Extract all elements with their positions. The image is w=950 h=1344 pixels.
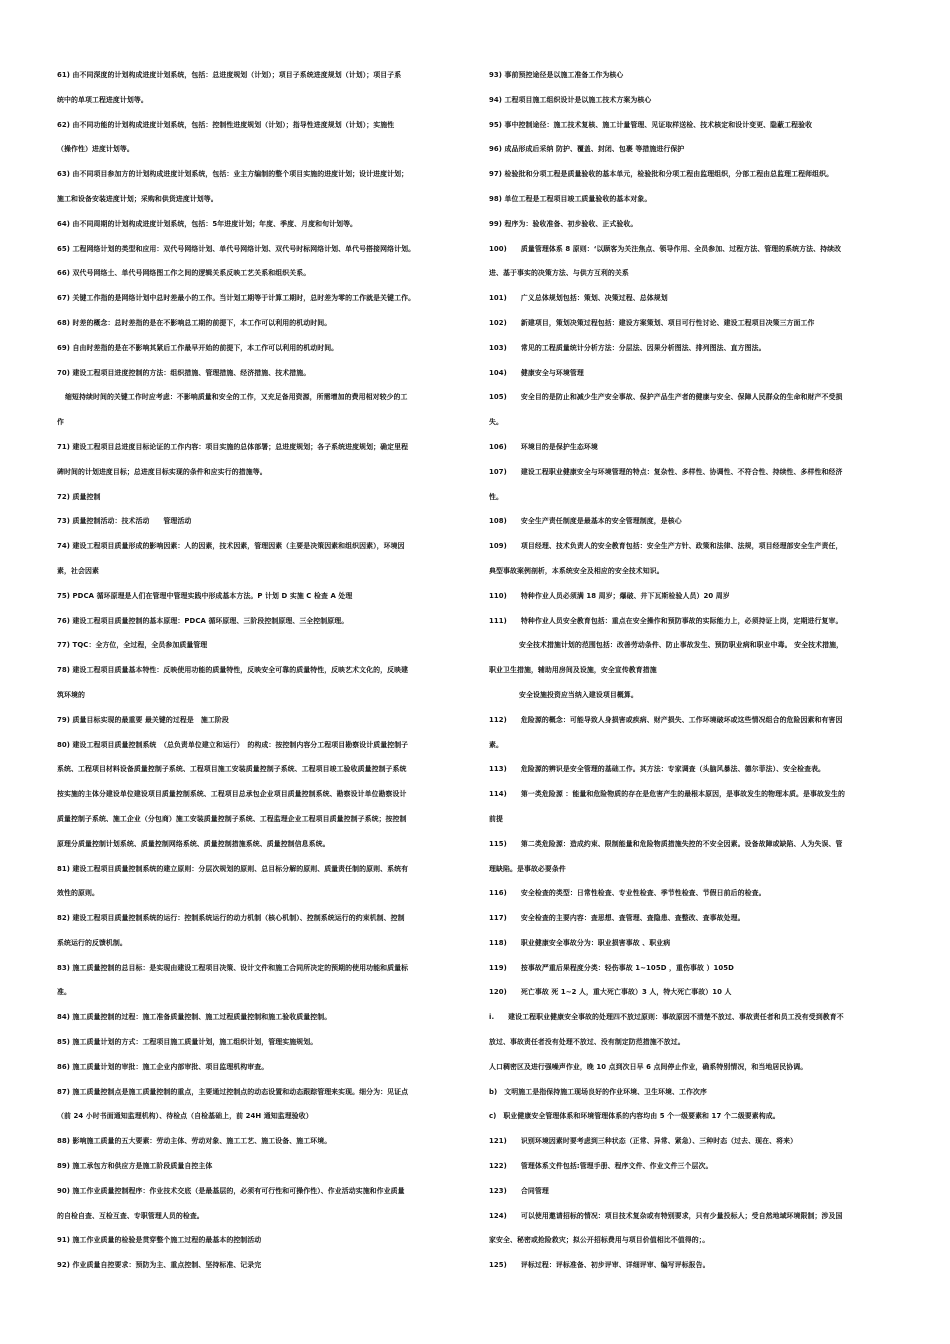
text-line: 113) 危险源的辨识是安全管理的基础工作。其方法：专家调查（头脑风暴法、德尔菲法）、安全检查表。 [489, 765, 826, 774]
text-line: 122) 管理体系文件包括:管理手册、程序文件、作业文件三个层次。 [489, 1162, 713, 1171]
text-line: 107) 建设工程职业健康安全与环境管理的特点：复杂性、多样性、协调性、不符合性、持续性、多样性和经济 [489, 467, 843, 476]
left-column [57, 63, 461, 1278]
text-line: 67) 关键工作指的是网络计划中总时差最小的工作。当计划工期等于计算工期时，总时差为零的工作就是关键工作。 [57, 294, 416, 303]
text-line: 安全设施投资应当纳入建设项目概算。 [519, 690, 638, 699]
text-line: 准。 [57, 988, 71, 997]
text-line: 124) 可以使用邀请招标的情况：项目技术复杂或有特别要求，只有少量投标人；受自然地域环境限制；涉及国 [489, 1211, 843, 1220]
text-line: 进、基于事实的决策方法、与供方互利的关系 [489, 269, 629, 278]
text-line: i. 建设工程职业健康安全事故的处理四不放过原则：事故原因不清楚不放过、事故责任者和员工没有受到教育不 [489, 1013, 844, 1022]
text-line: 92) 作业质量自控要求：预防为主、重点控制、坚持标准、记录完 [57, 1261, 262, 1270]
text-line: 103) 常见的工程质量统计分析方法：分层法、因果分析图法、排列图法、直方图法。 [489, 343, 766, 352]
text-line: 73) 质量控制活动：技术活动 管理活动 [57, 517, 192, 526]
text-line: 72) 质量控制 [57, 492, 101, 501]
text-line: b) 文明施工是指保持施工现场良好的作业环境、卫生环境、工作次序 [489, 1087, 707, 1096]
text-line: 75) PDCA 循环原理是人们在管理中管理实践中形成基本方法。P 计划 D 实施 C 检查 A 处理 [57, 591, 353, 600]
text-line: 64) 由不同周期的计划构成进度计划系统，包括：5年进度计划；年度、季度、月度和旬计划等。 [57, 219, 358, 228]
text-line: 86) 施工质量计划的审批：施工企业内部审批、项目监理机构审查。 [57, 1062, 269, 1071]
text-line: 理缺陷。是事故必要条件 [489, 864, 566, 873]
text-line: 93) 事前预控途径是以施工准备工作为核心 [489, 71, 624, 79]
text-line: 65) 工程网络计划的类型和应用：双代号网络计划、单代号网络计划、双代号时标网络计划、单代号搭接网络计划。 [57, 244, 416, 253]
text-line: 施工和设备安装进度计划；采购和供货进度计划等。 [57, 194, 218, 203]
text-line: 质量控制子系统、施工企业（分包商）施工安装质量控制子系统、工程监理企业工程项目质量控制子系统；按控制 [57, 814, 407, 823]
text-line: 83) 施工质量控制的总目标：是实现由建设工程项目决策、设计文件和施工合同所决定的预期的使用功能和质量标 [57, 963, 409, 972]
text-line: 115) 第二类危险源：造成约束、限制能量和危险物质措施失控的不安全因素。设备故障或缺陷、人为失误、管 [489, 839, 843, 848]
text-line: 素。 [489, 740, 503, 749]
text-line: 100) 质量管理体系 8 原则：‘以顾客为关注焦点、领导作用、全员参加、过程方法、管理的系统方法、持续改 [489, 244, 842, 253]
text-line: 120) 死亡事故 死 1~2 人，重大死亡事故）3 人，特大死亡事故）10 人 [489, 988, 732, 997]
text-line: 84) 施工质量控制的过程：施工准备质量控制、施工过程质量控制和施工验收质量控制。 [57, 1013, 332, 1022]
text-line: 79) 质量目标实现的最重要 最关键的过程是 施工阶段 [57, 715, 229, 724]
text-line: 88) 影响施工质量的五大要素：劳动主体、劳动对象、施工工艺、施工设备、施工环境。 [57, 1137, 332, 1146]
text-line: 90) 施工作业质量控制程序：作业技术交底（是最基层的，必须有可行性和可操作性）、作业活动实施和作业质量 [57, 1186, 405, 1195]
text-line: 76) 建设工程项目质量控制的基本原理：PDCA 循环原理、三阶段控制原理、三全控制原理。 [57, 616, 349, 625]
text-line: 119) 按事故严重后果程度分类：轻伤事故 1~105D ，重伤事故 ）105D [489, 963, 734, 972]
text-line: 筑环境的 [57, 690, 85, 699]
text-line: 109) 项目经理、技术负责人的安全教育包括：安全生产方针、政策和法律、法规，项目经理部安全生产责任， [489, 542, 843, 551]
text-line: 87) 施工质量控制点是施工质量控制的重点，主要通过控制点的动态设置和动态跟踪管理来实现。细分为：见证点 [57, 1087, 409, 1096]
text-line: 95) 事中控制途径：施工技术复核、施工计量管理、见证取样送检、技术核定和设计变更、隐蔽工程验收 [489, 120, 813, 129]
text-line: 碑时间的计划进度目标；总进度目标实现的条件和应实行的措施等。 [57, 467, 267, 476]
text-line: 安全技术措施计划的范围包括：改善劳动条件、防止事故发生、预防职业病和职业中毒。 安全技术措施， [519, 641, 844, 650]
text-line: 117) 安全检查的主要内容：查思想、查管理、查隐患、查整改、查事故处理。 [489, 914, 745, 923]
text-line: （前 24 小时书面通知监理机构）、待检点（自检基础上，前 24H 通知监理验收） [57, 1112, 313, 1121]
text-line: 放过、事故责任者没有处理不放过、没有制定防范措施不放过。 [489, 1038, 685, 1047]
text-line: 职业卫生措施，辅助用房间及设施，安全宣传教育措施 [489, 666, 657, 675]
text-line: c) 职业健康安全管理体系和环境管理体系的内容均由 5 个一级要素和 17 个二级要素构成。 [489, 1112, 780, 1121]
text-line: 70) 建设工程项目进度控制的方法：组织措施、管理措施、经济措施、技术措施。 [57, 368, 311, 377]
text-line: 68) 时差的概念：总时差指的是在不影响总工期的前提下，本工作可以利用的机动时间。 [57, 318, 332, 327]
text-line: （操作性）进度计划等。 [57, 145, 134, 154]
text-line: 102) 新建项目，策划决策过程包括：建设方案策划、项目可行性讨论、建设工程项目决策三方面工作 [489, 318, 815, 327]
text-line: 123) 合同管理 [489, 1186, 549, 1195]
text-line: 112) 危险源的概念：可能导致人身损害或疾病、财产损失、工作环境破坏或这些情况组合的危险因素和有害因 [489, 715, 843, 724]
text-line: 71) 建设工程项目总进度目标论证的工作内容：项目实施的总体部署；总进度规划；各子系统进度规划；确定里程 [57, 442, 409, 451]
text-line: 101) 广义总体规划包括：策划、决策过程、总体规划 [489, 294, 668, 303]
text-line: 105) 安全目的是防止和减少生产安全事故、保护产品生产者的健康与安全、保障人民群众的生命和财产不受损 [489, 393, 843, 402]
text-line: 62) 由不同功能的计划构成进度计划系统，包括：控制性进度规划（计划）；指导性进度规划（计划）；实施性 [57, 120, 395, 129]
text-line: 114) 第一类危险源 ：能量和危险物质的存在是危害产生的最根本原因，是事故发生的物理本质。是事故发生的 [489, 790, 845, 799]
text-line: 61) 由不同深度的计划构成进度计划系统，包括：总进度规划（计划）；项目子系统进度规划（计划）；项目子系 [57, 71, 402, 79]
text-line: 98) 单位工程是工程项目竣工质量验收的基本对象。 [489, 194, 652, 203]
text-line: 110) 特种作业人员必须满 18 周岁；爆破、井下瓦斯检验人员）20 周岁 [489, 591, 730, 600]
text-line: 89) 施工承包方和供应方是施工阶段质量自控主体 [57, 1162, 213, 1171]
text-line: 82) 建设工程项目质量控制系统的运行：控制系统运行的动力机制（核心机制）、控制系统运行的约束机制、控制 [57, 914, 405, 923]
text-line: 94) 工程项目施工组织设计是以施工技术方案为核心 [489, 95, 652, 104]
text-line: 80) 建设工程项目质量控制系统 （总负责单位建立和运行） 的构成：按控制内容分工程项目勘察设计质量控制子 [57, 740, 409, 749]
right-column [489, 63, 892, 1278]
text-line: 108) 安全生产责任制度是最基本的安全管理制度，是核心 [489, 517, 682, 526]
text-line: 的自检自查、互检互查、专职管理人员的检查。 [57, 1211, 204, 1220]
text-line: 前提 [489, 814, 503, 823]
text-line: 家安全、秘密或抢险救灾；拟公开招标费用与项目价值相比不值得的；。 [489, 1236, 710, 1245]
text-line: 性。 [489, 492, 503, 501]
text-line: 失。 [489, 418, 503, 427]
text-line: 125) 评标过程：评标准备、初步评审、详细评审、编写评标报告。 [489, 1261, 710, 1270]
text-line: 85) 施工质量计划的方式：工程项目施工质量计划，施工组织计划，管理实施规划。 [57, 1038, 318, 1047]
text-line: 74) 建设工程项目质量形成的影响因素：人的因素，技术因素，管理因素（主要是决策因素和组织因素），环境因 [57, 542, 405, 551]
text-line: 106) 环境目的是保护生态环境 [489, 442, 598, 451]
text-line: 统中的单项工程进度计划等。 [57, 95, 148, 104]
text-line: 原理分质量控制计划系统、质量控制网络系统、质量控制措施系统、质量控制信息系统。 [57, 839, 330, 848]
text-line: 63) 由不同项目参加方的计划构成进度计划系统，包括：业主方编制的整个项目实施的进度计划；设计进度计划； [57, 170, 409, 179]
text-line: 118) 职业健康安全事故分为：职业损害事故 、职业病 [489, 938, 671, 947]
text-line: 效性的原则。 [57, 889, 99, 898]
text-line: 77) TQC：全方位，全过程，全员参加质量管理 [57, 641, 208, 650]
text-line: 104) 健康安全与环境管理 [489, 368, 584, 377]
text-line: 81) 建设工程项目质量控制系统的建立原则：分层次规划的原则、总目标分解的原则、质量责任制的原则、系统有 [57, 864, 409, 873]
text-line: 99) 程序为：验收准备、初步验收、正式验收。 [489, 219, 638, 228]
text-line: 97) 检验批和分项工程是质量验收的基本单元，检验批和分项工程由监理组织，分部工程由总监理工程师组织。 [489, 170, 834, 179]
text-line: 缩短持续时间的关键工作时应考虑：不影响质量和安全的工作，又充足备用资源，所需增加的费用相对较少的工 [65, 393, 408, 402]
text-line: 121) 识别环境因素时要考虑到三种状态（正常、异常、紧急）、三种时态（过去、现在、将来） [489, 1137, 798, 1146]
text-line: 按实施的主体分建设单位建设项目质量控制系统、工程项目总承包企业项目质量控制系统、勘察设计单位勘察设计 [57, 790, 407, 799]
text-line: 典型事故案例剖析，本系统安全及相应的安全技术知识。 [489, 566, 664, 575]
text-line: 66) 双代号网络土、单代号网络图工作之间的逻辑关系反映工艺关系和组织关系。 [57, 269, 311, 278]
text-line: 96) 成品形成后采纳 防护、覆盖、封闭、包裹 等措施进行保护 [489, 145, 685, 154]
text-line: 111) 特种作业人员安全教育包括：重点在安全操作和预防事故的实际能力上，必须持证上岗，定期进行复审。 [489, 616, 843, 625]
text-line: 素，社会因素 [57, 566, 99, 575]
text-line: 116) 安全检查的类型：日常性检查、专业性检查、季节性检查、节假日前后的检查。 [489, 889, 766, 898]
text-line: 78) 建设工程项目质量基本特性：反映使用功能的质量特性，反映安全可靠的质量特性，反映艺术文化的，反映建 [57, 666, 409, 675]
text-line: 91) 施工作业质量的检验是贯穿整个施工过程的最基本的控制活动 [57, 1236, 262, 1245]
text-line: 作 [57, 418, 64, 427]
text-line: 人口稠密区及进行强噪声作业，晚 10 点到次日早 6 点间停止作业，确系特别情况，和当地居民协调。 [489, 1062, 808, 1071]
text-line: 系统、工程项目材料设备质量控制子系统、工程项目施工安装质量控制子系统、工程项目竣工验收质量控制子系统 [57, 765, 407, 774]
text-line: 69) 自由时差指的是在不影响其紧后工作最早开始的前提下，本工作可以利用的机动时间。 [57, 343, 339, 352]
text-line: 系统运行的反馈机制。 [57, 938, 127, 947]
